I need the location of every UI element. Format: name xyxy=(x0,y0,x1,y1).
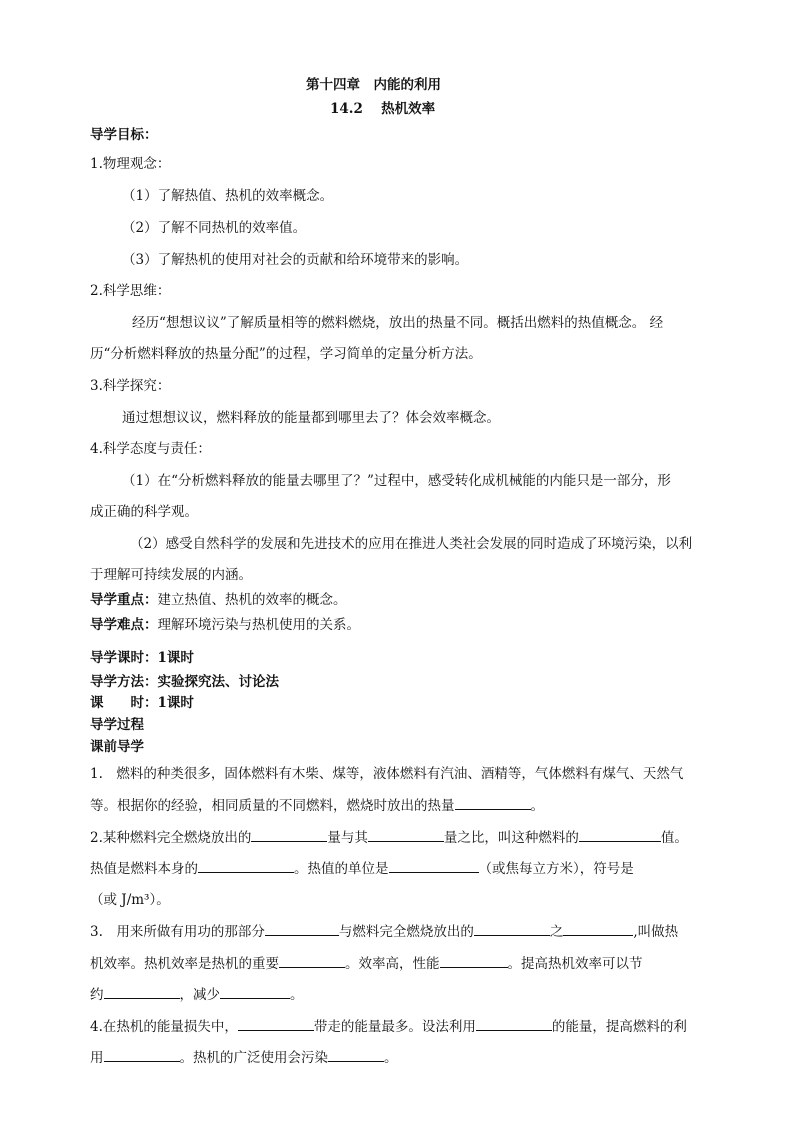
answer-blank[interactable] xyxy=(279,954,345,968)
answer-blank[interactable] xyxy=(389,859,479,873)
question-3-line-3 xyxy=(90,985,704,1004)
focus-text: 建立热值、热机的效率的概念。 xyxy=(157,592,347,608)
difficulty-row xyxy=(90,616,704,634)
goal-3-line-1: 通过想想议议，燃料释放的能量都到哪里去了？体会效率概念。 xyxy=(122,410,500,426)
answer-blank[interactable] xyxy=(198,859,294,873)
answer-blank[interactable] xyxy=(328,1048,384,1062)
q3-text-b2: 。效率高，性能 xyxy=(345,956,440,972)
goal-1-item-3: （3）了解热机的使用对社会的贡献和给环境带来的影响。 xyxy=(122,252,469,268)
lesson-row: 课 时：1课时 xyxy=(90,695,194,711)
q2-text-a1: 2.某种燃料完全燃烧放出的 xyxy=(90,830,252,846)
answer-blank[interactable] xyxy=(220,985,290,999)
question-3-line-2 xyxy=(90,954,704,973)
goal-4-item-1-line-1: （1）在“分析燃料释放的能量去哪里了？”过程中，感受转化成机械能的内能只是一部分，形 xyxy=(122,473,671,489)
q2-text-b1: 热值是燃料本身的 xyxy=(90,861,198,877)
goal-4-item-2-line-1: （2）感受自然科学的发展和先进技术的应用在推进人类社会发展的同时造成了环境污染，以利 xyxy=(130,536,693,552)
goal-2-line-1: 经历“想想议议”了解质量相等的燃料燃烧，放出的热量不同。概括出燃料的热值概念。 经 xyxy=(132,315,664,331)
answer-blank[interactable] xyxy=(104,1048,180,1062)
q3-text-b1: 机效率。热机效率是热机的重要 xyxy=(90,956,279,972)
answer-blank[interactable] xyxy=(476,1017,552,1031)
goal-1-item-1: （1）了解热值、热机的效率概念。 xyxy=(122,188,334,204)
goal-4-item-1-line-2: 成正确的科学观。 xyxy=(90,504,198,520)
answer-blank[interactable] xyxy=(238,1017,314,1031)
q3-text-a1: 3. 用来所做有用功的那部分 xyxy=(90,924,265,940)
question-1-text: 等。根据你的经验，相同质量的不同燃料，燃烧时放出的热量 xyxy=(90,798,455,814)
goal-4-item-2-line-2: 于理解可持续发展的内涵。 xyxy=(90,567,252,583)
answer-blank[interactable] xyxy=(440,954,508,968)
question-2-line-1 xyxy=(90,828,704,847)
answer-blank[interactable] xyxy=(455,796,531,810)
q2-text-a3: 量之比，叫这种燃料的 xyxy=(443,830,579,846)
chapter-title: 第十四章 内能的利用 xyxy=(306,77,441,93)
answer-blank[interactable] xyxy=(368,828,444,842)
goals-heading: 导学目标： xyxy=(90,127,158,143)
hours-row: 导学课时：1课时 xyxy=(90,650,194,666)
goal-4-title: 4.科学态度与责任： xyxy=(90,441,211,457)
q3-text-a4: ,叫做热 xyxy=(633,924,679,940)
q3-text-c1: 约 xyxy=(90,987,104,1003)
section-title: 14.2 热机效率 xyxy=(330,101,436,117)
focus-row xyxy=(90,591,704,609)
q4-text-a3: 的能量，提高燃料的利 xyxy=(551,1019,687,1035)
question-1-end: 。 xyxy=(530,798,544,814)
question-1-line-1: 1. 燃料的种类很多，固体燃料有木柴、煤等，液体燃料有汽油、酒精等，气体燃料有煤气、天然气 xyxy=(90,766,684,782)
answer-blank[interactable] xyxy=(579,828,661,842)
q3-text-a2: 与燃料完全燃烧放出的 xyxy=(338,924,474,940)
difficulty-label: 导学难点： xyxy=(90,617,158,633)
q4-text-b2: 。热机的广泛使用会污染 xyxy=(179,1050,328,1066)
goal-2-title: 2.科学思维： xyxy=(90,283,171,299)
q3-text-c2: ，减少 xyxy=(179,987,220,1003)
q4-text-b3: 。 xyxy=(384,1050,398,1066)
answer-blank[interactable] xyxy=(563,922,633,936)
answer-blank[interactable] xyxy=(251,828,327,842)
goal-3-title: 3.科学探究： xyxy=(90,378,171,394)
focus-label: 导学重点： xyxy=(90,592,158,608)
pre-class-heading: 课前导学 xyxy=(90,739,144,755)
q2-text-b2: 。热值的单位是 xyxy=(294,861,389,877)
answer-blank[interactable] xyxy=(474,922,550,936)
difficulty-text: 理解环境污染与热机使用的关系。 xyxy=(157,617,360,633)
question-2-line-3: （或 J/m³）。 xyxy=(90,892,170,908)
q4-text-a1: 4.在热机的能量损失中， xyxy=(90,1019,238,1035)
question-4-line-1 xyxy=(90,1017,704,1036)
goal-1-title: 1.物理观念： xyxy=(90,156,171,172)
answer-blank[interactable] xyxy=(265,922,339,936)
goal-1-item-2: （2）了解不同热机的效率值。 xyxy=(122,220,307,236)
question-4-line-2 xyxy=(90,1048,704,1067)
question-3-line-1 xyxy=(90,922,704,941)
method-row: 导学方法：实验探究法、讨论法 xyxy=(90,674,279,690)
question-2-line-2 xyxy=(90,859,704,878)
question-1-line-2 xyxy=(90,796,704,815)
q2-text-b3: （或焦每立方米），符号是 xyxy=(478,861,634,877)
process-heading: 导学过程 xyxy=(90,717,144,733)
q2-text-a2: 量与其 xyxy=(327,830,368,846)
q3-text-b3: 。提高热机效率可以节 xyxy=(507,956,643,972)
q4-text-a2: 带走的能量最多。设法利用 xyxy=(313,1019,476,1035)
q4-text-b1: 用 xyxy=(90,1050,104,1066)
q3-text-c3: 。 xyxy=(290,987,304,1003)
goal-2-line-2: 历“分析燃料释放的热量分配”的过程，学习简单的定量分析方法。 xyxy=(90,346,482,362)
q2-text-a4: 值。 xyxy=(660,830,688,846)
answer-blank[interactable] xyxy=(104,985,180,999)
q3-text-a3: 之 xyxy=(549,924,564,940)
